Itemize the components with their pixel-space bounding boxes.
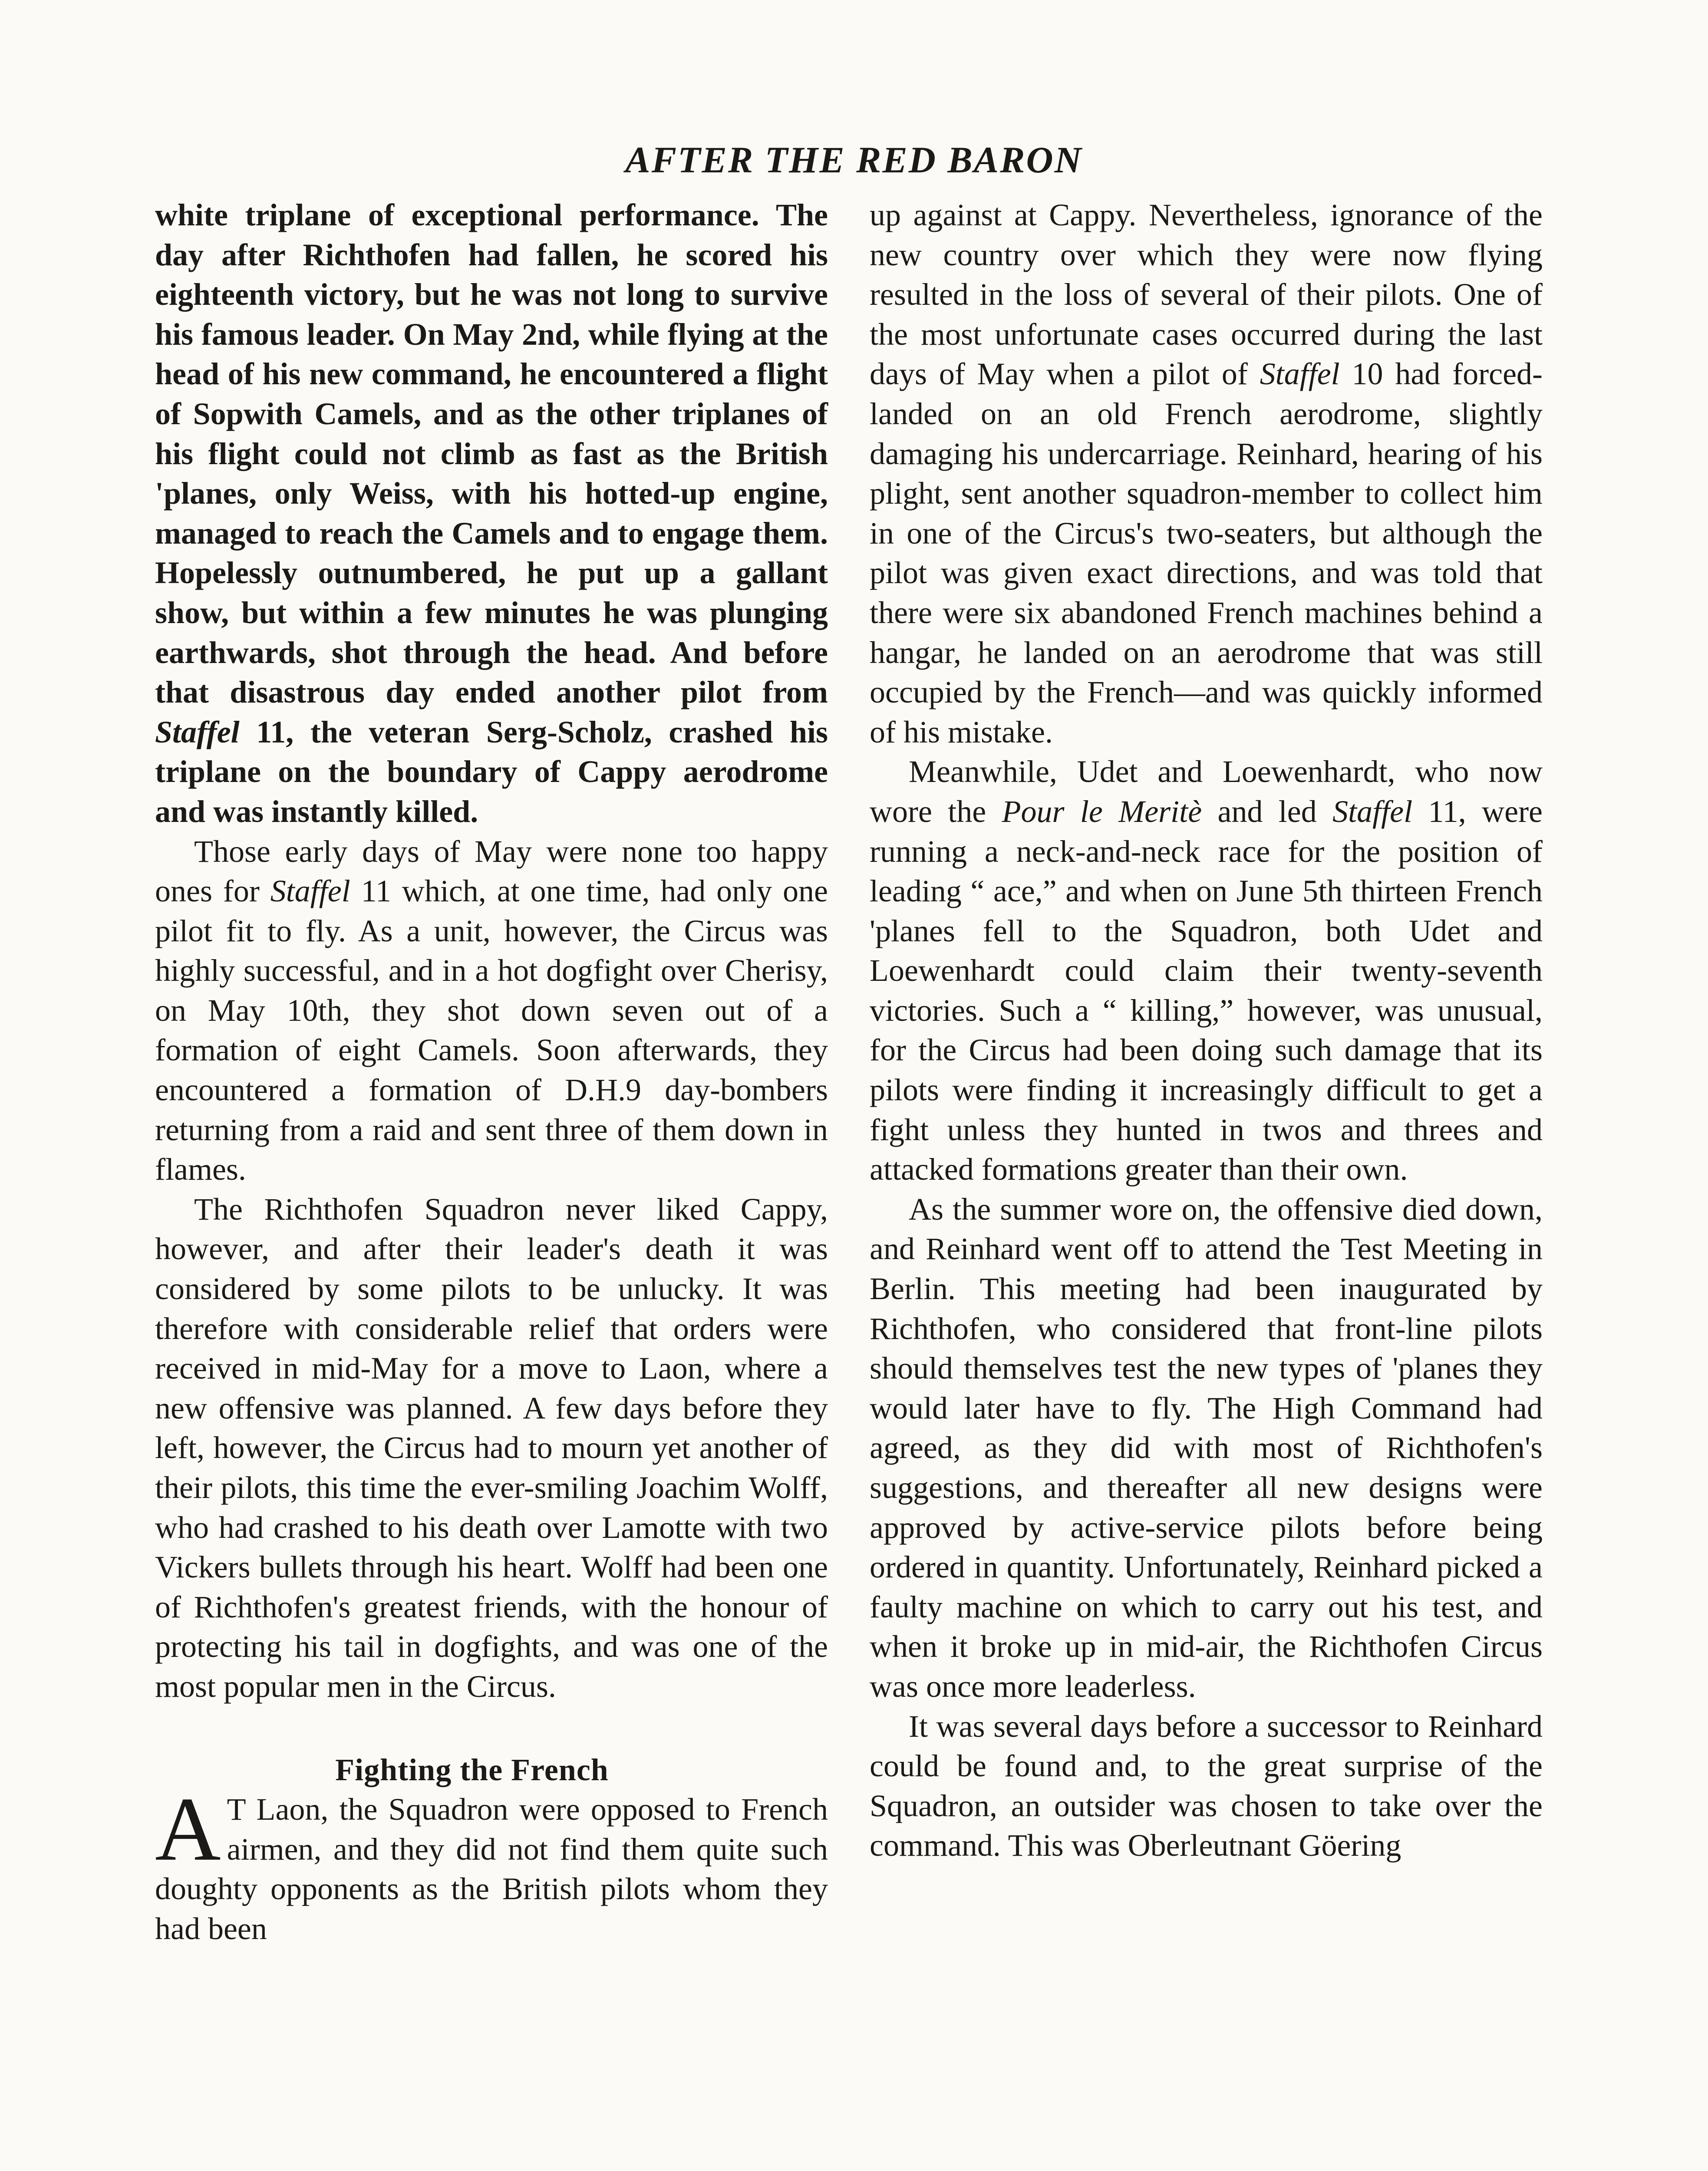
italic-medal: Pour le Meritè: [1002, 794, 1202, 829]
running-head: AFTER THE RED BARON: [625, 139, 1083, 181]
paragraph-forced-landing: [870, 195, 1543, 752]
paragraph-text: and led: [1202, 794, 1333, 829]
paragraph-early-may: [155, 832, 828, 1190]
paragraph-text: white triplane of exceptional performance. The day after Richthofen had fallen, he scored his eighteenth victory, but he was not long to survive his famous leader. On May 2nd, while flying at the head of his new command, he encountered a flight of Sopwith Camels, and as the other triplanes of his flight could not climb as fast as the British 'planes, only Weiss, with his hotted-up engine, managed to reach the Camels and to engage them. Hopelessly outnumbered, he put up a gallant show, but within a few minutes he was plunging earthwards, shot through the head.: [155, 198, 828, 670]
italic-staffel: Staffel: [155, 714, 240, 749]
paragraph-text: 11, the veteran Serg-Scholz, crashed his triplane on the boundary of Cappy aerodrome and was instantly killed.: [155, 714, 828, 829]
paragraph-test-meeting: As the summer wore on, the offensive died down, and Reinhard went off to attend the Test Meeting in Berlin. This meeting had been inaugurated by Richthofen, who considered that front-line pilots should themselves test the new types of 'planes they would later have to fly. The High Command had agreed, as they did with most of Richthofen's suggestions, and thereafter all new designs were approved by active-service pilots before being ordered in quantity. Unfortunately, Reinhard picked a faulty machine on which to carry out his test, and when it broke up in mid-air, the Richthofen Circus was once more leaderless.: [870, 1191, 1543, 1704]
paragraph-text: Those early days of May were none too happy ones for: [155, 834, 828, 909]
paragraph-weiss: [155, 195, 828, 832]
paragraph-cappy: The Richthofen Squadron never liked Cappy, however, and after their leader's death it was considered by some pilots to be unlucky. It was therefore with considerable relief that orders were received in mid-May for a move to Laon, where a new offensive was planned. A few days before they left, however, the Circus had to mourn yet another of their pilots, this time the ever-smiling Joachim Wolff, who had crashed to his death over Lamotte with two Vickers bullets through his heart. Wolff had been one of Richthofen's greatest friends, with the honour of protecting his tail in dogfights, and was one of the most popular men in the Circus.: [155, 1191, 828, 1704]
paragraph-text: 11, were running a neck-and-neck race for the position of leading “ ace,” and when on June 5th thirteen French 'planes fell to the Squadron, both Udet and Loewenhardt could claim their twenty-seventh victories. Such a “ killing,” however, was unusual, for the Circus had been doing such damage that its pilots were finding it increasingly difficult to get a fight unless they hunted in twos and threes and attacked formations greater than their own.: [870, 794, 1543, 1187]
left-column: [155, 195, 828, 1949]
italic-staffel: Staffel: [270, 874, 350, 909]
paragraph-text: up against at Cappy. Nevertheless, ignorance of the new country over which they were now flying resulted in the loss of several of their pilots. One of the most unfortunate cases occurred during the last days of May when a pilot of: [870, 198, 1543, 392]
paragraph-text: 10 had forced-landed on an old French aerodrome, slightly damaging his undercarriage. Reinhard, hearing of his plight, sent another squadron-member to collect him in one of the Circus's two-seaters, but although the pilot was given exact directions, and was told that there were six abandoned French machines behind a hangar, he landed on an aerodrome that was still occupied by the French—and was quickly informed of his mistake.: [870, 356, 1543, 749]
italic-staffel: Staffel: [1260, 356, 1340, 392]
paragraph-text: And before that disastrous day ended another pilot from: [155, 635, 828, 710]
paragraph-text: Meanwhile, Udet and Loewenhardt, who now wore the: [870, 754, 1543, 829]
paragraph-text: T Laon, the Squadron were opposed to French airmen, and they did not find them quite such doughty opponents as the British pilots whom they had been: [155, 1792, 828, 1946]
italic-staffel: Staffel: [1332, 794, 1413, 829]
drop-cap: A: [155, 1779, 221, 1880]
paragraph-udet-loewenhardt: [870, 752, 1543, 1190]
paragraph-successor: It was several days before a successor to Reinhard could be found and, to the great surprise of the Squadron, an outsider was chosen to take over the command. This was Oberleutnant Göering: [870, 1709, 1543, 1863]
paragraph-text: 11 which, at one time, had only one pilot fit to fly. As a unit, however, the Circus was highly successful, and in a hot dogfight over Cherisy, on May 10th, they shot down seven out of a formation of eight Camels. Soon afterwards, they encountered a formation of D.H.9 day-bombers returning from a raid and sent three of them down in flames.: [155, 874, 828, 1187]
paragraph-laon: [155, 1779, 828, 1949]
right-column: [870, 195, 1543, 1866]
section-heading: Fighting the French: [335, 1752, 609, 1787]
